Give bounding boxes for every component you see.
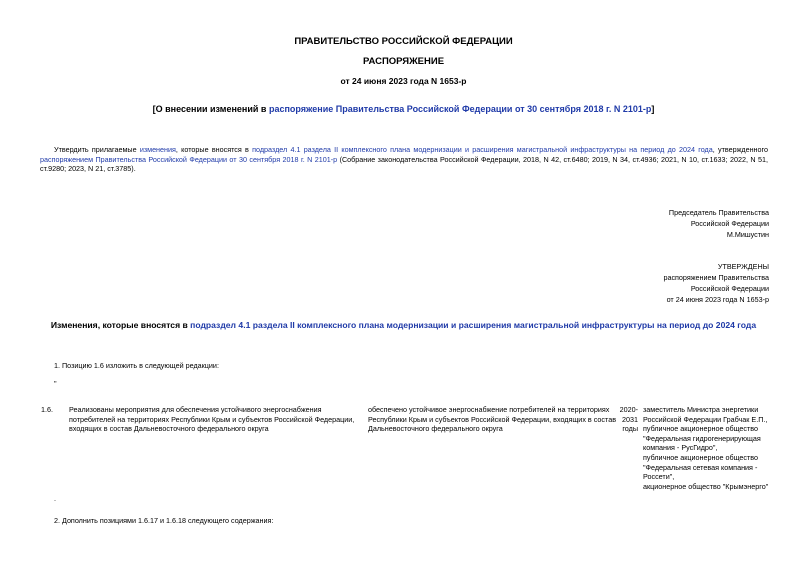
changes-title-link[interactable]: подраздел 4.1 раздела II комплексного плана модернизации и расширения магистральной инфраструктуры на период до 2024 года [190, 320, 757, 330]
row-measure: Реализованы мероприятия для обеспечения устойчивого энергоснабжения потребителей на территориях Республики Крым и субъектов Российской Федерации, входящих в состав Дальневосточного федерального округа [69, 405, 355, 434]
row-years-3: годы [622, 424, 638, 434]
intro-paragraph [40, 145, 768, 174]
row-years [612, 405, 638, 434]
responsible-line: Российской Федерации Грабчак Е.П., [643, 414, 768, 424]
quote-open: " [54, 379, 57, 388]
row-years-2: 2031 [622, 414, 638, 424]
intro-link-order[interactable]: распоряжением Правительства Российской Федерации от 30 сентября 2018 г. N 2101-р [40, 154, 338, 164]
signature-block [669, 207, 769, 240]
approved-line-4: от 24 июня 2023 года N 1653-р [666, 295, 769, 304]
signature-line-1: Председатель Правительства [668, 208, 769, 217]
signature-line-3: М.Мишустин [726, 230, 769, 239]
approved-block [663, 261, 769, 305]
row-result: обеспечено устойчивое энергоснабжение потребителей на территориях Республики Крым и субъектов Российской Федерации, входящих в состав Дальневосточного федерального округа [368, 405, 617, 434]
quote-close: . [54, 494, 56, 503]
doc-title [0, 104, 807, 114]
row-responsible [643, 405, 773, 491]
responsible-line: "Федеральная сетевая компания - [643, 462, 758, 472]
approved-line-2: распоряжением Правительства [663, 273, 769, 282]
doc-title-open: [О внесении изменений в [152, 104, 269, 114]
item-1: 1. Позицию 1.6 изложить в следующей редакции: [54, 361, 219, 370]
changes-title-prefix: Изменения, которые вносятся в [50, 320, 191, 330]
org-name: ПРАВИТЕЛЬСТВО РОССИЙСКОЙ ФЕДЕРАЦИИ [294, 36, 513, 47]
doc-title-link[interactable]: распоряжение Правительства Российской Федерации от 30 сентября 2018 г. N 2101-р [268, 104, 652, 114]
changes-title [0, 320, 807, 330]
responsible-line: Россети", [643, 472, 675, 482]
responsible-line: публичное акционерное общество [643, 452, 759, 462]
row-years-1: 2020- [619, 405, 638, 414]
responsible-line: компания - РусГидро", [643, 443, 718, 453]
approved-line-1: УТВЕРЖДЕНЫ [717, 262, 769, 271]
row-number: 1.6. [41, 405, 53, 414]
intro-text-3: , утвержденного [712, 145, 768, 154]
item-2: 2. Дополнить позициями 1.6.17 и 1.6.18 следующего содержания: [54, 516, 274, 525]
approved-line-3: Российской Федерации [690, 284, 769, 293]
responsible-line: публичное акционерное общество [643, 424, 759, 434]
intro-text-4: (Собрание законодательства Российской Федерации, 2018, N 42, ст.6480; 2019, N 34, ст.4936; 2021, N 10, ст.1633; 2022, N 51, ст.9280; 2023, N 21, ст.3785). [40, 154, 768, 174]
responsible-line: заместитель Министра энергетики [643, 405, 759, 414]
responsible-line: акционерное общество "Крымэнерго" [643, 481, 769, 491]
responsible-line: "Федеральная гидрогенерирующая [643, 433, 761, 443]
intro-link-subsection[interactable]: подраздел 4.1 раздела II комплексного плана модернизации и расширения магистральной инфраструктуры на период до 2024 года [252, 145, 713, 154]
intro-text-2: , которые вносятся в [175, 145, 253, 154]
doc-type: РАСПОРЯЖЕНИЕ [362, 56, 445, 67]
intro-text-1: Утвердить прилагаемые [54, 145, 140, 154]
doc-title-close: ] [651, 104, 655, 114]
signature-line-2: Российской Федерации [690, 219, 769, 228]
doc-date: от 24 июня 2023 года N 1653-р [340, 76, 467, 86]
intro-link-changes[interactable]: изменения [139, 145, 176, 154]
